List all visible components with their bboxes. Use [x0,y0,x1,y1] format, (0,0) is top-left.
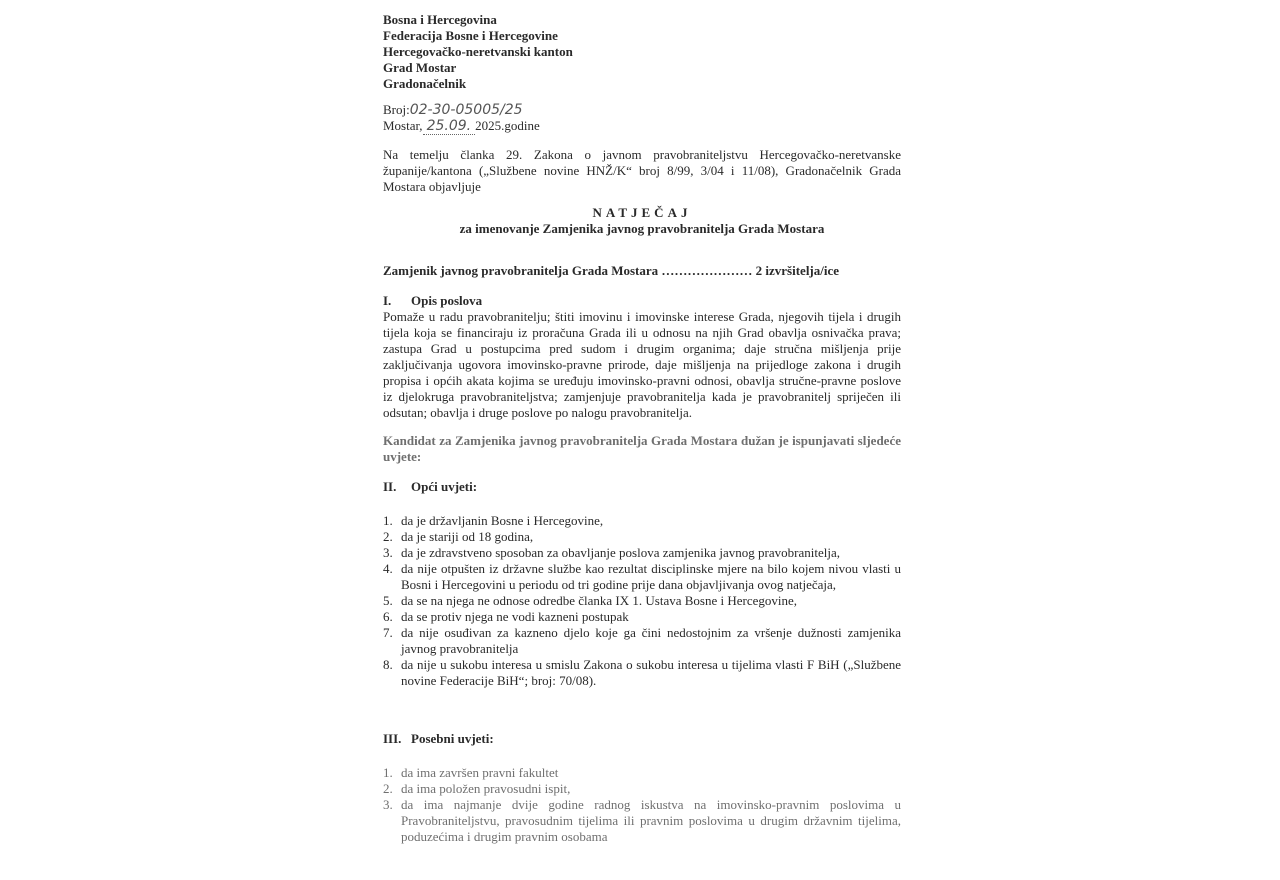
list-number: 4. [383,561,393,576]
candidate-paragraph: Kandidat za Zamjenika javnog pravobranitelja Grada Mostara dužan je ispunjavati sljedeće uvjete: [383,433,901,464]
list-number: 6. [383,609,393,624]
section-number: III. [383,731,402,746]
year-text: 2025.godine [475,118,540,133]
list-number: 5. [383,593,393,608]
list-item [383,625,901,657]
section-number: II. [383,479,397,494]
date-value-handwritten: 25.09. [423,118,476,135]
list-item [383,797,901,845]
list-text: da ima položen pravosudni ispit, [401,781,571,796]
title-block [383,205,901,237]
document-title: NATJEČAJ [592,205,692,220]
list-item [383,513,901,529]
section-title: Posebni uvjeti: [411,731,494,746]
letterhead-line: Bosna i Hercegovina [383,12,497,27]
city-label: Mostar, [383,118,423,133]
list-number: 3. [383,545,393,560]
list-text: da nije otpušten iz državne službe kao rezultat disciplinske mjere na bilo kojem nivou vlasti u Bosni i Hercegovini u periodu od tri godine prije dana objavljivanja ovog natječaja, [401,561,901,592]
list-item [383,545,901,561]
section-title: Opći uvjeti: [411,479,478,494]
list-text: da ima najmanje dvije godine radnog iskustva na imovinsko-pravnim poslovima u Pravobraniteljstvu, pravosudnim tijelima ili pravnim poslovima u drugim državnim tijelima, poduzećima i drugim pravnim osobama [401,797,901,844]
list-item [383,609,901,625]
letterhead-line: Grad Mostar [383,60,457,75]
list-text: da se protiv njega ne vodi kazneni postupak [401,609,629,624]
letterhead-line: Gradonačelnik [383,76,467,91]
list-item [383,781,901,797]
list-text: da je stariji od 18 godina, [401,529,534,544]
list-item [383,765,901,781]
list-number: 2. [383,781,393,796]
list-number: 1. [383,765,393,780]
general-conditions-list [383,513,901,689]
list-number: 8. [383,657,393,672]
list-text: da ima završen pravni fakultet [401,765,559,780]
section-1-heading [383,293,901,309]
document-subtitle: za imenovanje Zamjenika javnog pravobranitelja Grada Mostara [459,221,825,236]
list-text: da je državljanin Bosne i Hercegovine, [401,513,604,528]
list-number: 1. [383,513,393,528]
document-body [383,12,901,845]
list-text: da nije osuđivan za kazneno djelo koje ga čini nedostojnim za vršenje dužnosti zamjenika javnog pravobranitelja [401,625,901,656]
list-text: da je zdravstveno sposoban za obavljanje poslova zamjenika javnog pravobranitelja, [401,545,840,560]
special-conditions-list [383,765,901,845]
intro-paragraph: Na temelju članka 29. Zakona o javnom pravobraniteljstvu Hercegovačko-neretvanske županije/kantona („Službene novine HNŽ/K“ broj 8/99, 3/04 i 11/08), Gradonačelnik Grada Mostara objavljuje [383,147,901,194]
list-text: da se na njega ne odnose odredbe članka IX 1. Ustava Bosne i Hercegovine, [401,593,797,608]
broj-label: Broj: [383,102,410,117]
date-line [383,118,901,135]
list-number: 3. [383,797,393,812]
section-title: Opis poslova [411,293,483,308]
list-number: 2. [383,529,393,544]
list-text: da nije u sukobu interesa u smislu Zakona o sukobu interesa u tijelima vlasti F BiH („Službene novine Federacije BiH“; broj: 70/08). [401,657,901,688]
list-item [383,561,901,593]
letterhead-line: Federacija Bosne i Hercegovine [383,28,558,43]
position-line: Zamjenik javnog pravobranitelja Grada Mostara ………………… 2 izvršitelja/ice [383,263,840,278]
list-item [383,657,901,689]
broj-line [383,102,901,118]
section-number: I. [383,293,392,308]
letterhead-line: Hercegovačko-neretvanski kanton [383,44,573,59]
section-1-text: Pomaže u radu pravobranitelju; štiti imovinu i imovinske interese Grada, njegovih tijela i drugih tijela koja se financiraju iz proračuna Grada ili u odnosu na njih Grad obavlja osnivačka prava; zastupa Grad u postupcima pred sudom i drugim organima; daje stručna mišljenja prije zaključivanja ugovora imovinsko-pravne prirode, daje mišljenja na prijedloge zakona i drugih propisa i općih akata kojima se uređuju imovinsko-pravni odnosi, obavlja stručne-pravne poslove iz djelokruga pravobraniteljstva; zamjenjuje pravobranitelja kada je pravobranitelj spriječen ili odsutan; obavlja i druge poslove po nalogu pravobranitelja. [383,309,901,420]
list-number: 7. [383,625,393,640]
broj-value-handwritten: 02-30-05005/25 [409,102,523,118]
section-2-heading [383,479,901,495]
list-item [383,529,901,545]
reference-block [383,102,901,135]
section-3-heading [383,731,901,747]
list-item [383,593,901,609]
letterhead [383,12,901,92]
